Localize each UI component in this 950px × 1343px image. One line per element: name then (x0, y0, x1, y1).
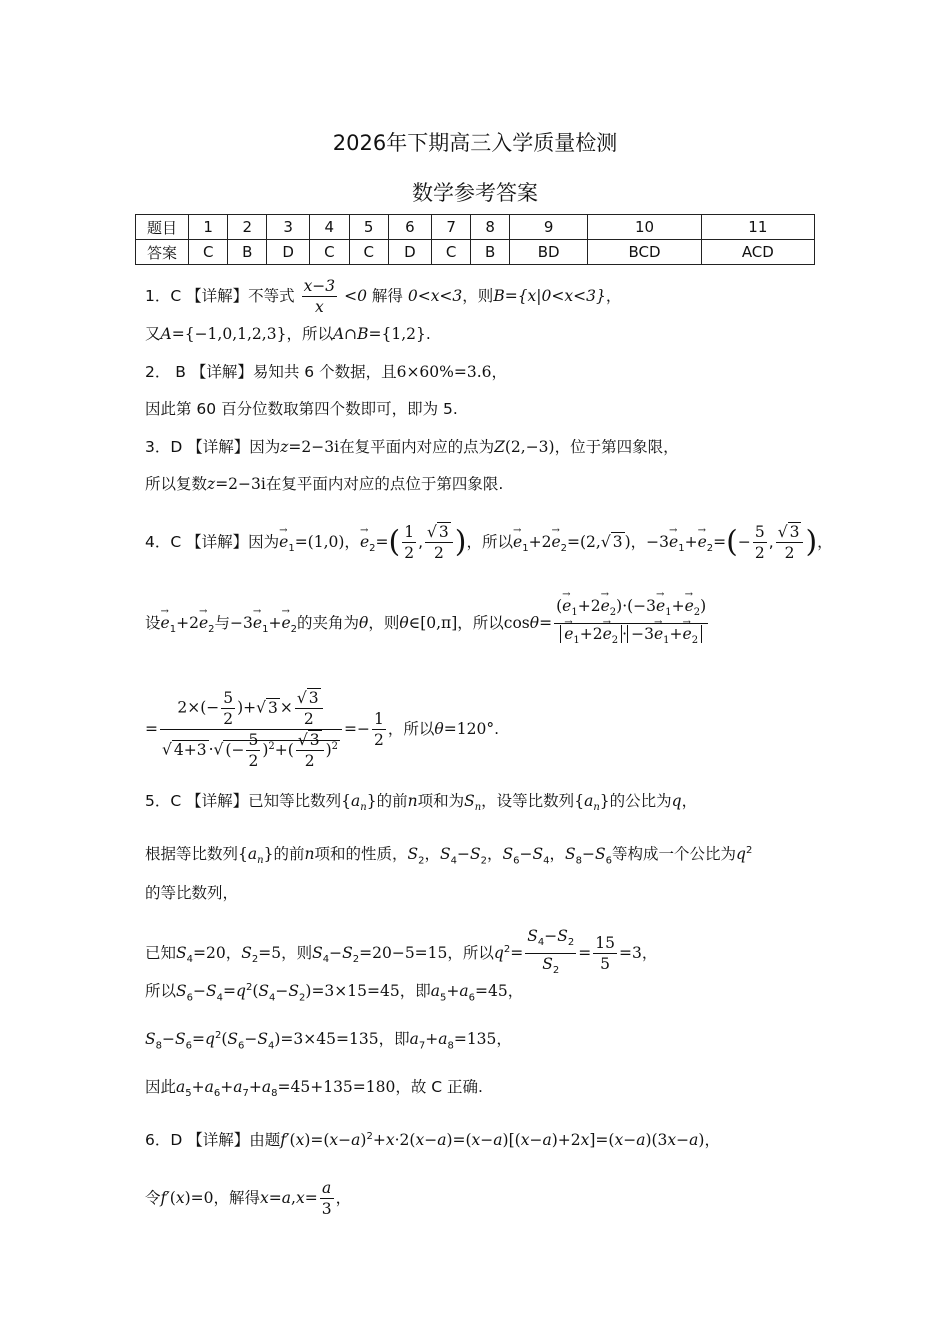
q6-line-2: 令f′(x)=0，解得x=a,x= $\frac{a}{3}$ ， (145, 1179, 352, 1218)
q5-line-1: 5．C 【详解】已知等比数列$\{a_n\}$的前n项和为$S_n$，设等比数列$\{a_n\}$的公比为q， (145, 792, 698, 814)
answer-cell: BD (510, 240, 588, 265)
q5-line-4: 已知$S_4=20$，$S_2=5$，则$S_4-S_2=20-5=15$，所以$q^2=$ $\frac{S_4-S_2}{S_2}$ = $\frac{15}{5}$ =3， (145, 927, 658, 977)
fraction: $\frac{x-3}{x}$ (303, 277, 336, 316)
q5-line-7: 因此$a_5+a_6+a_7+a_8=45+135=180$，故 C 正确. (145, 1078, 483, 1100)
q5-line-6: $S_8-S_6=q^2(S_6-S_4)=3\times 45=135$，即$a_7+a_8=135$， (145, 1030, 512, 1052)
answer-cell: D (388, 240, 431, 265)
q6-line-1: 6．D 【详解】由题$f'(x)=(x-a)^2+x\cdot 2(x-a)=(x-a)[(x-a)+2x]=(x-a)(3x-a)$， (145, 1131, 720, 1150)
answer-header: 答案 (136, 240, 189, 265)
document-subtitle: 数学参考答案 (412, 181, 538, 205)
q4-line-1: 4．C 【详解】因为→ $e_1=(1,0)$，→ $e_2=$( $\frac{1}{2}$ , $\frac{√ 3}{2}$ )，所以→ $e_1+2\to e_2=(2,√$ 3 )，$-3\to e_1+\to e_2=(-$ $\frac{5}{2}$ , $\frac{√ 3}{2}$ )， (145, 522, 833, 563)
answer-cell: D (267, 240, 310, 265)
q5-line-2: 根据等比数列$\{a_n\}$的前n项和的性质，$S_2$，$S_4-S_2$，$S_6-S_4$，$S_8-S_6$等构成一个公比为$q^2$ (145, 845, 753, 867)
question-number: 5 (349, 215, 388, 240)
answer-cell: BCD (588, 240, 701, 265)
q4-line-3: = 2×(− $\frac{5}{2}$ )+√ 3 × $\frac{√ 3}{2}$ √ 4+3 ·√ (− $\frac{5}{2}$ )$^2$+( $\frac{√ 3}{2}$ )$^2$ =− $\frac{1}{2}$ ，所以θ=120°. (145, 689, 500, 770)
question-number: 1 (189, 215, 228, 240)
q3-line-2: 所以复数z=2−3i在复平面内对应的点位于第四象限. (145, 475, 504, 493)
answer-cell: ACD (701, 240, 814, 265)
question-number: 11 (701, 215, 814, 240)
question-number: 8 (471, 215, 510, 240)
answer-cell: B (228, 240, 267, 265)
document-title: 2026年下期高三入学质量检测 (332, 131, 618, 155)
q2-line-1: 2． B 【详解】易知共 6 个数据，且6×60%=3.6， (145, 363, 508, 381)
answer-row (136, 240, 815, 265)
q2-line-2: 因此第 60 百分位数取第四个数即可，即为 5. (145, 400, 458, 418)
question-header: 题目 (136, 215, 189, 240)
q4-line-2: 设→ $e_1+2\to e_2$与$-3\to e_1+\to e_2$的夹角为θ，则θ∈[0,π]，所以cosθ= (→ $e_1+2\to e_2)\cdot(-3\to e_1+\to e_2)$ → $e_1+2\to e_2 \cdot -3\to e_1+\to e_2$ (145, 596, 710, 651)
answer-cell: C (349, 240, 388, 265)
answer-table (135, 214, 815, 265)
answer-cell: C (189, 240, 228, 265)
q5-line-3: 的等比数列， (145, 884, 239, 902)
question-row (136, 215, 815, 240)
question-number: 9 (510, 215, 588, 240)
question-number: 6 (388, 215, 431, 240)
q1-line-1: 1．C 【详解】不等式 $\frac{x-3}{x}$ <0 解得 0<x<3，则B={x|0<x<3}， (145, 277, 622, 316)
question-number: 4 (310, 215, 349, 240)
question-number: 3 (267, 215, 310, 240)
answer-cell: C (431, 240, 470, 265)
q3-line-1: 3．D 【详解】因为z=2−3i在复平面内对应的点为Z(2,−3)，位于第四象限， (145, 438, 679, 456)
question-number: 7 (431, 215, 470, 240)
question-number: 2 (228, 215, 267, 240)
answer-cell: B (471, 240, 510, 265)
question-number: 10 (588, 215, 701, 240)
q1-line-2: 又A={−1,0,1,2,3}，所以A∩B={1,2}. (145, 325, 431, 343)
q5-line-5: 所以$S_6-S_4=q^2(S_4-S_2)=3\times 15=45$，即$a_5+a_6=45$， (145, 982, 524, 1004)
answer-cell: C (310, 240, 349, 265)
